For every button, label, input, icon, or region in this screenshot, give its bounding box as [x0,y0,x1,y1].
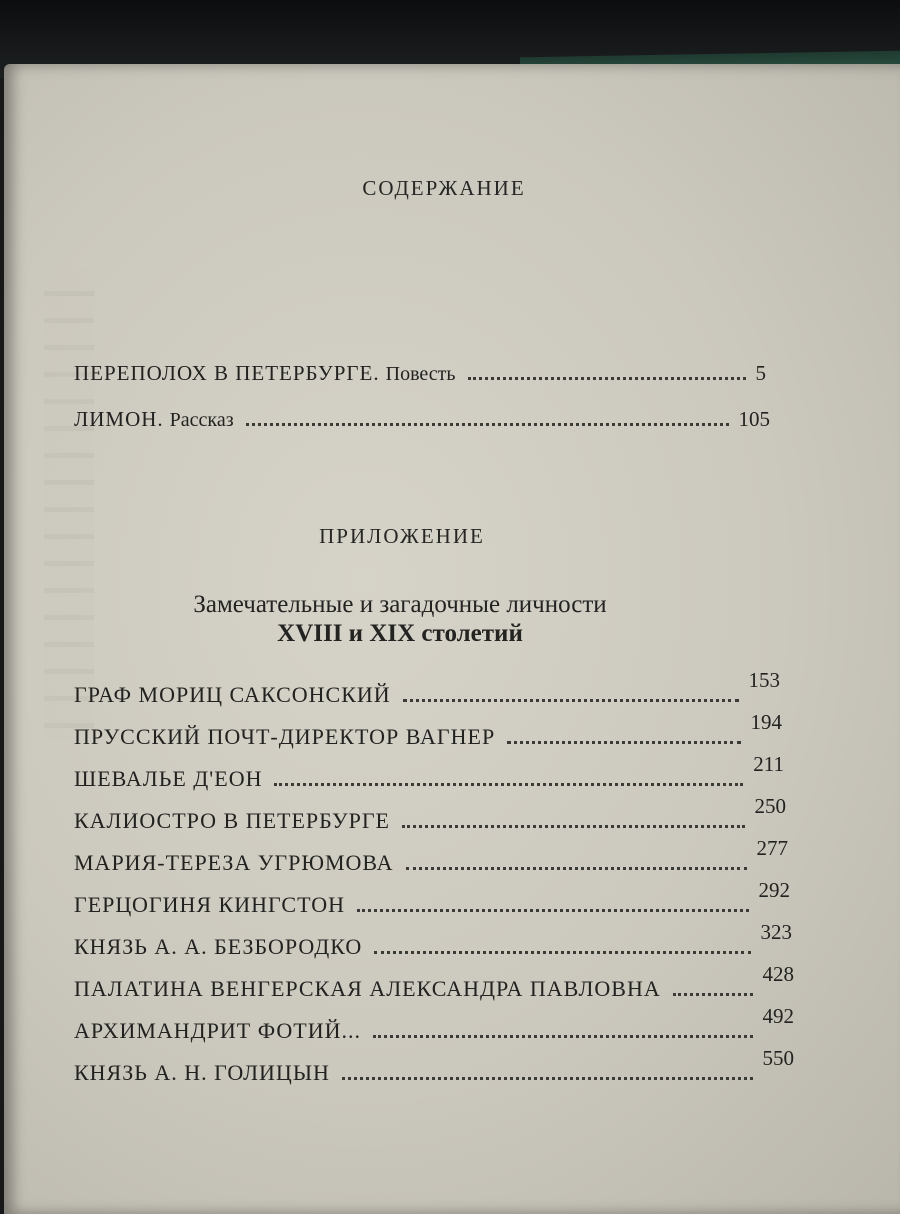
toc-entry [74,794,786,834]
entry-title: ШЕВАЛЬЕ Д'ЕОН [74,766,263,791]
entry-title: ПЕРЕПОЛОХ В ПЕТЕРБУРГЕ. [74,361,380,385]
entry-genre: Повесть [385,363,456,385]
toc-entry [74,962,794,1002]
bleed-through-text [44,269,94,739]
appendix-heading: ПРИЛОЖЕНИЕ [319,524,485,548]
toc-entry [74,398,770,432]
entry-title: ПАЛАТИНА ВЕНГЕРСКАЯ АЛЕКСАНДРА ПАВЛОВНА [74,976,661,1001]
entry-title: КНЯЗЬ А. А. БЕЗБОРОДКО [74,934,363,959]
entry-page: 105 [738,407,770,431]
leader-dots [373,1035,753,1038]
toc-entry [74,668,780,708]
toc-entry [74,920,792,960]
entry-page: 428 [762,962,794,986]
toc-entry [74,752,784,792]
entry-title: МАРИЯ-ТЕРЕЗА УГРЮМОВА [74,850,394,875]
appendix-subtitle-line1: Замечательные и загадочные личности [193,591,607,618]
entry-title: АРХИМАНДРИТ ФОТИЙ... [74,1018,361,1043]
leader-dots [673,993,753,996]
leader-dots [342,1077,753,1080]
entry-title: ГЕРЦОГИНЯ КИНГСТОН [74,892,346,917]
entry-genre: Рассказ [169,409,234,431]
toc-entry [74,836,788,876]
toc-entry [74,710,782,750]
toc-entry [74,878,790,918]
entry-title: ПРУССКИЙ ПОЧТ-ДИРЕКТОР ВАГНЕР [74,724,496,749]
leader-dots [274,783,743,786]
entry-title: КАЛИОСТРО В ПЕТЕРБУРГЕ [74,808,390,833]
entry-page: 323 [760,920,792,944]
entry-page: 250 [754,794,786,818]
leader-dots [402,825,745,828]
leader-dots [468,377,746,380]
toc-entry [74,1004,794,1044]
entry-page: 211 [753,752,784,776]
leader-dots [374,951,750,954]
leader-dots [246,423,729,426]
entry-title: КНЯЗЬ А. Н. ГОЛИЦЫН [74,1060,330,1085]
leader-dots [507,741,740,744]
leader-dots [403,699,739,702]
toc-entry [74,1046,794,1086]
entry-title: ЛИМОН. [74,407,164,431]
entry-page: 292 [758,878,790,902]
leader-dots [357,909,748,912]
entry-page: 194 [750,710,782,734]
toc-entry [74,352,766,386]
entry-page: 5 [755,361,766,385]
contents-heading: СОДЕРЖАНИЕ [362,176,526,200]
entry-page: 492 [762,1004,794,1028]
entry-page: 550 [762,1046,794,1070]
leader-dots [406,867,747,870]
entry-page: 277 [756,836,788,860]
appendix-subtitle-line2: XVIII и XIX столетий [277,620,523,647]
entry-title: ГРАФ МОРИЦ САКСОНСКИЙ [74,682,391,707]
entry-page: 153 [748,668,780,692]
